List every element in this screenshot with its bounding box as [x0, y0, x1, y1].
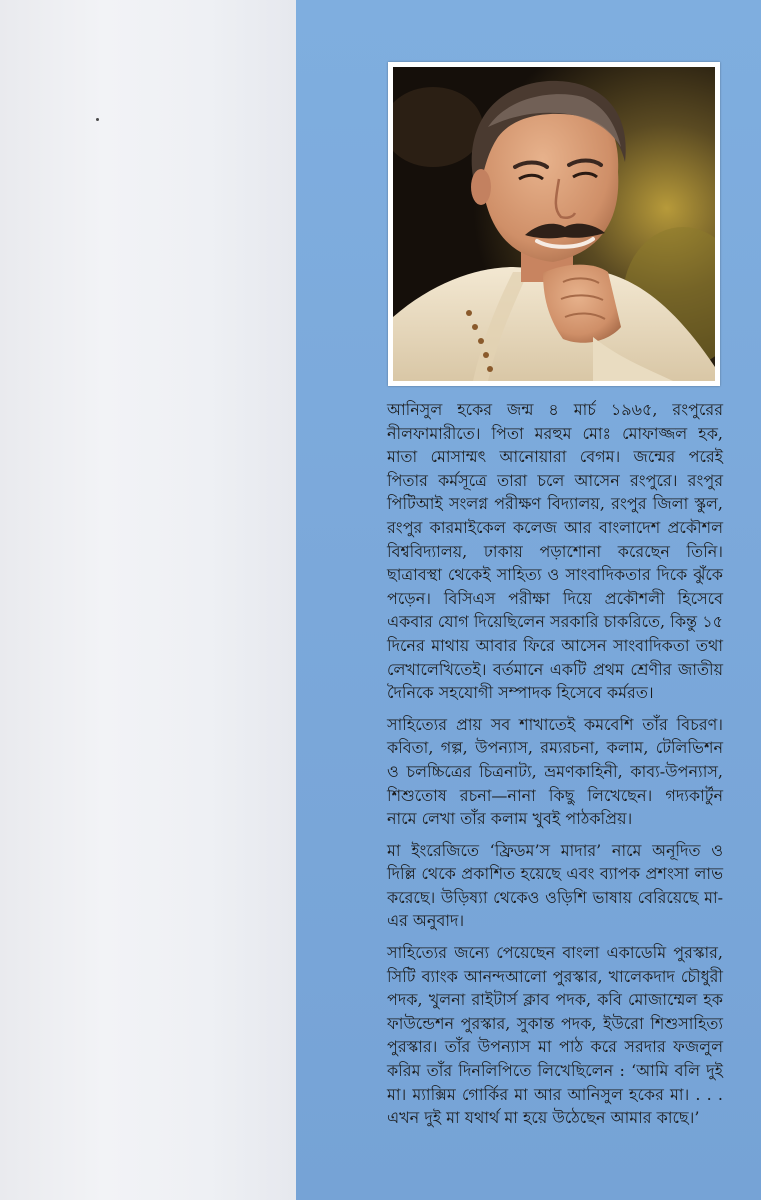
bio-paragraph-awards: সাহিত্যের জন্যে পেয়েছেন বাংলা একাডেমি পুরস্কার, সিটি ব্যাংক আনন্দআলো পুরস্কার, খালেকদাদ চৌধুরী পদক, খুলনা রাইটার্স ক্লাব পদক, কবি মোজাম্মেল হক ফাউন্ডেশন পুরস্কার, সুকান্ত পদক, ইউরো শিশুসাহিত্য পুরস্কার। তাঁর উপন্যাস মা পাঠ করে সরদার ফজলুল করিম তাঁর দিনলিপিতে লিখেছিলেন : ‘আমি বলি দুই মা। ম্যাক্সিম গোর্কির মা আর আনিসুল হকের মা। . . . এখন দুই মা যথার্থ মা হয়ে উঠেছেন আমার কাছে।’	[387, 943, 723, 1128]
paper-speck	[96, 118, 99, 121]
bio-paragraph-early-life: আনিসুল হকের জন্ম ৪ মার্চ ১৯৬৫, রংপুরের নীলফামারীতে। পিতা মরহুম মোঃ মোফাজ্জল হক, মাতা মোসাম্মৎ আনোয়ারা বেগম। জন্মের পরেই পিতার কর্মসূত্রে তারা চলে আসেন রংপুরে। রংপুর পিটিআই সংলগ্ন পরীক্ষণ বিদ্যালয়, রংপুর জিলা স্কুল, রংপুর কারমাইকেল কলেজ আর বাংলাদেশ প্রকৌশল বিশ্ববিদ্যালয়, ঢাকায় পড়াশোনা করেছেন তিনি। ছাত্রাবস্থা থেকেই সাহিত্য ও সাংবাদিকতার দিকে ঝুঁকে পড়েন। বিসিএস পরীক্ষা দিয়ে প্রকৌশলী হিসেবে একবার যোগ দিয়েছিলেন সরকারি চাকরিতে, কিন্তু ১৫ দিনের মাথায় আবার ফিরে আসেন সাংবাদিকতা তথা লেখালেখিতেই। বর্তমানে একটি প্রথম শ্রেণীর জাতীয় দৈনিকে সহযোগী সম্পাদক হিসেবে কর্মরত।	[387, 400, 723, 703]
author-photo-frame	[388, 62, 720, 386]
book-spine	[0, 0, 296, 1200]
author-portrait-icon	[393, 67, 715, 381]
author-bio	[387, 398, 723, 1138]
bio-paragraph-literary-works: সাহিত্যের প্রায় সব শাখাতেই কমবেশি তাঁর বিচরণ। কবিতা, গল্প, উপন্যাস, রম্যরচনা, কলাম, টেলিভিশন ও চলচ্চিত্রের চিত্রনাট্য, ভ্রমণকাহিনী, কাব্য-উপন্যাস, শিশুতোষ রচনা—নানা কিছু লিখেছেন। গদ্যকার্টুন নামে লেখা তাঁর কলাম খুবই পাঠকপ্রিয়।	[387, 714, 723, 829]
bio-paragraph-translations: মা ইংরেজিতে ‘ফ্রিডম’স মাদার’ নামে অনূদিত ও দিল্লি থেকে প্রকাশিত হয়েছে এবং ব্যাপক প্রশংসা লাভ করেছে। উড়িষ্যা থেকেও ওড়িশি ভাষায় বেরিয়েছে মা-এর অনুবাদ।	[387, 840, 723, 931]
